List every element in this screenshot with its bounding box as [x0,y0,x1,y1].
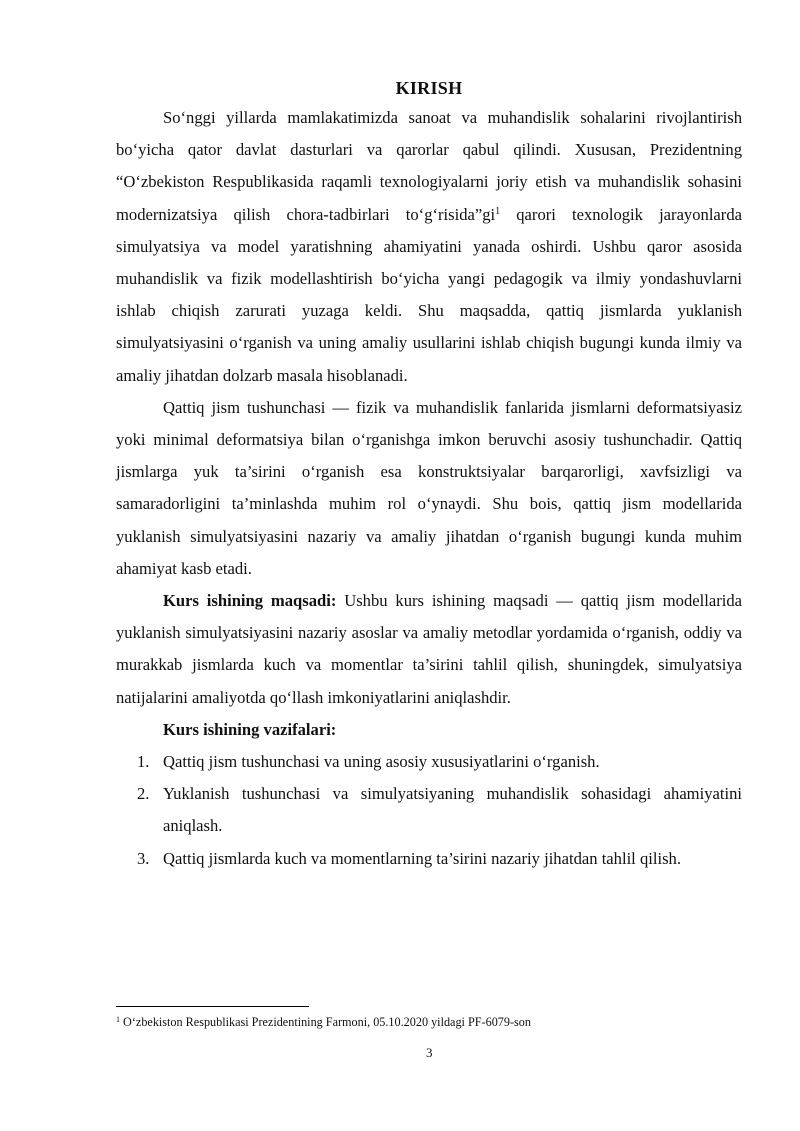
intro-text-part2: qarori texnologik jarayonlarda simulyatsiya va model yaratishning ahamiyatini yanada oshirdi. Ushbu qaror asosida muhandislik va fizik modellashtirish bo‘yicha yangi pedagogik va ilmiy yondashuvlarni ishlab chiqish zarurati yuzaga keldi. Shu maqsadda, qattiq jismlarda yuklanish simulyatsiyasini o‘rganish va uning amaliy usullarini ishlab chiqish bugungi kunda ilmiy va amaliy jihatdan dolzarb masala hisoblanadi. [116,204,742,385]
footnote-reference[interactable]: 1 [495,205,501,217]
intro-paragraph [116,102,742,392]
footnote [116,1014,742,1030]
footnote-mark: 1 [116,1015,120,1024]
list-item-text: Yuklanish tushunchasi va simulyatsiyaning muhandislik sohasidagi ahamiyatini aniqlash. [163,784,742,836]
goal-label: Kurs ishining maqsadi: [163,591,337,611]
document-page [116,76,742,875]
list-item [137,843,742,875]
tasks-heading: Kurs ishining vazifalari: [163,719,337,739]
footnote-divider [116,1006,309,1007]
footnote-text: O‘zbekiston Respublikasi Prezidentining Farmoni, 05.10.2020 yildagi PF-6079-son [120,1015,531,1029]
intro-text-part1: So‘nggi yillarda mamlakatimizda sanoat va muhandislik sohalarini rivojlantirish bo‘yicha qator davlat dasturlari va qarorlar qabul qilindi. Xususan, Prezidentning “O‘zbekiston Respublikasida raqamli texnologiyalarni joriy etish va muhandislik sohasini modernizatsiya qilish chora-tadbirlari to‘g‘risida”gi [116,108,742,224]
section-title: KIRISH [395,78,463,98]
list-item-text: Qattiq jism tushunchasi va uning asosiy xususiyatlarini o‘rganish. [163,752,600,772]
goal-text: Ushbu kurs ishining maqsadi — qattiq jism modellarida yuklanish simulyatsiyasini nazariy asoslar va amaliy metodlar yordamida o‘rganish, oddiy va murakkab jismlarda kuch va momentlar ta’sirini tahlil qilish, shuningdek, simulyatsiya natijalarini amaliyotda qo‘llash imkoniyatlarini aniqlashdir. [116,591,743,707]
list-item-number: 1. [137,752,150,772]
list-item-number: 2. [137,784,150,804]
page-number: 3 [426,1045,433,1060]
tasks-list [116,746,742,875]
list-item [137,746,742,778]
list-item [137,778,742,842]
list-item-text: Qattiq jismlarda kuch va momentlarning ta’sirini nazariy jihatdan tahlil qilish. [163,848,681,868]
list-item-number: 3. [137,848,150,868]
concept-paragraph: Qattiq jism tushunchasi — fizik va muhandislik fanlarida jismlarni deformatsiyasiz yoki minimal deformatsiya bilan o‘rganishga imkon beruvchi asosiy tushunchadir. Qattiq jismlarga yuk ta’sirini o‘rganish esa konstruktsiyalar barqarorligi, xavfsizligi va samaradorligini ta’minlashda muhim rol o‘ynaydi. Shu bois, qattiq jism modellarida yuklanish simulyatsiyasini nazariy va amaliy jihatdan o‘rganish bugungi kunda muhim ahamiyat kasb etadi. [116,397,742,578]
goal-paragraph [116,585,742,714]
